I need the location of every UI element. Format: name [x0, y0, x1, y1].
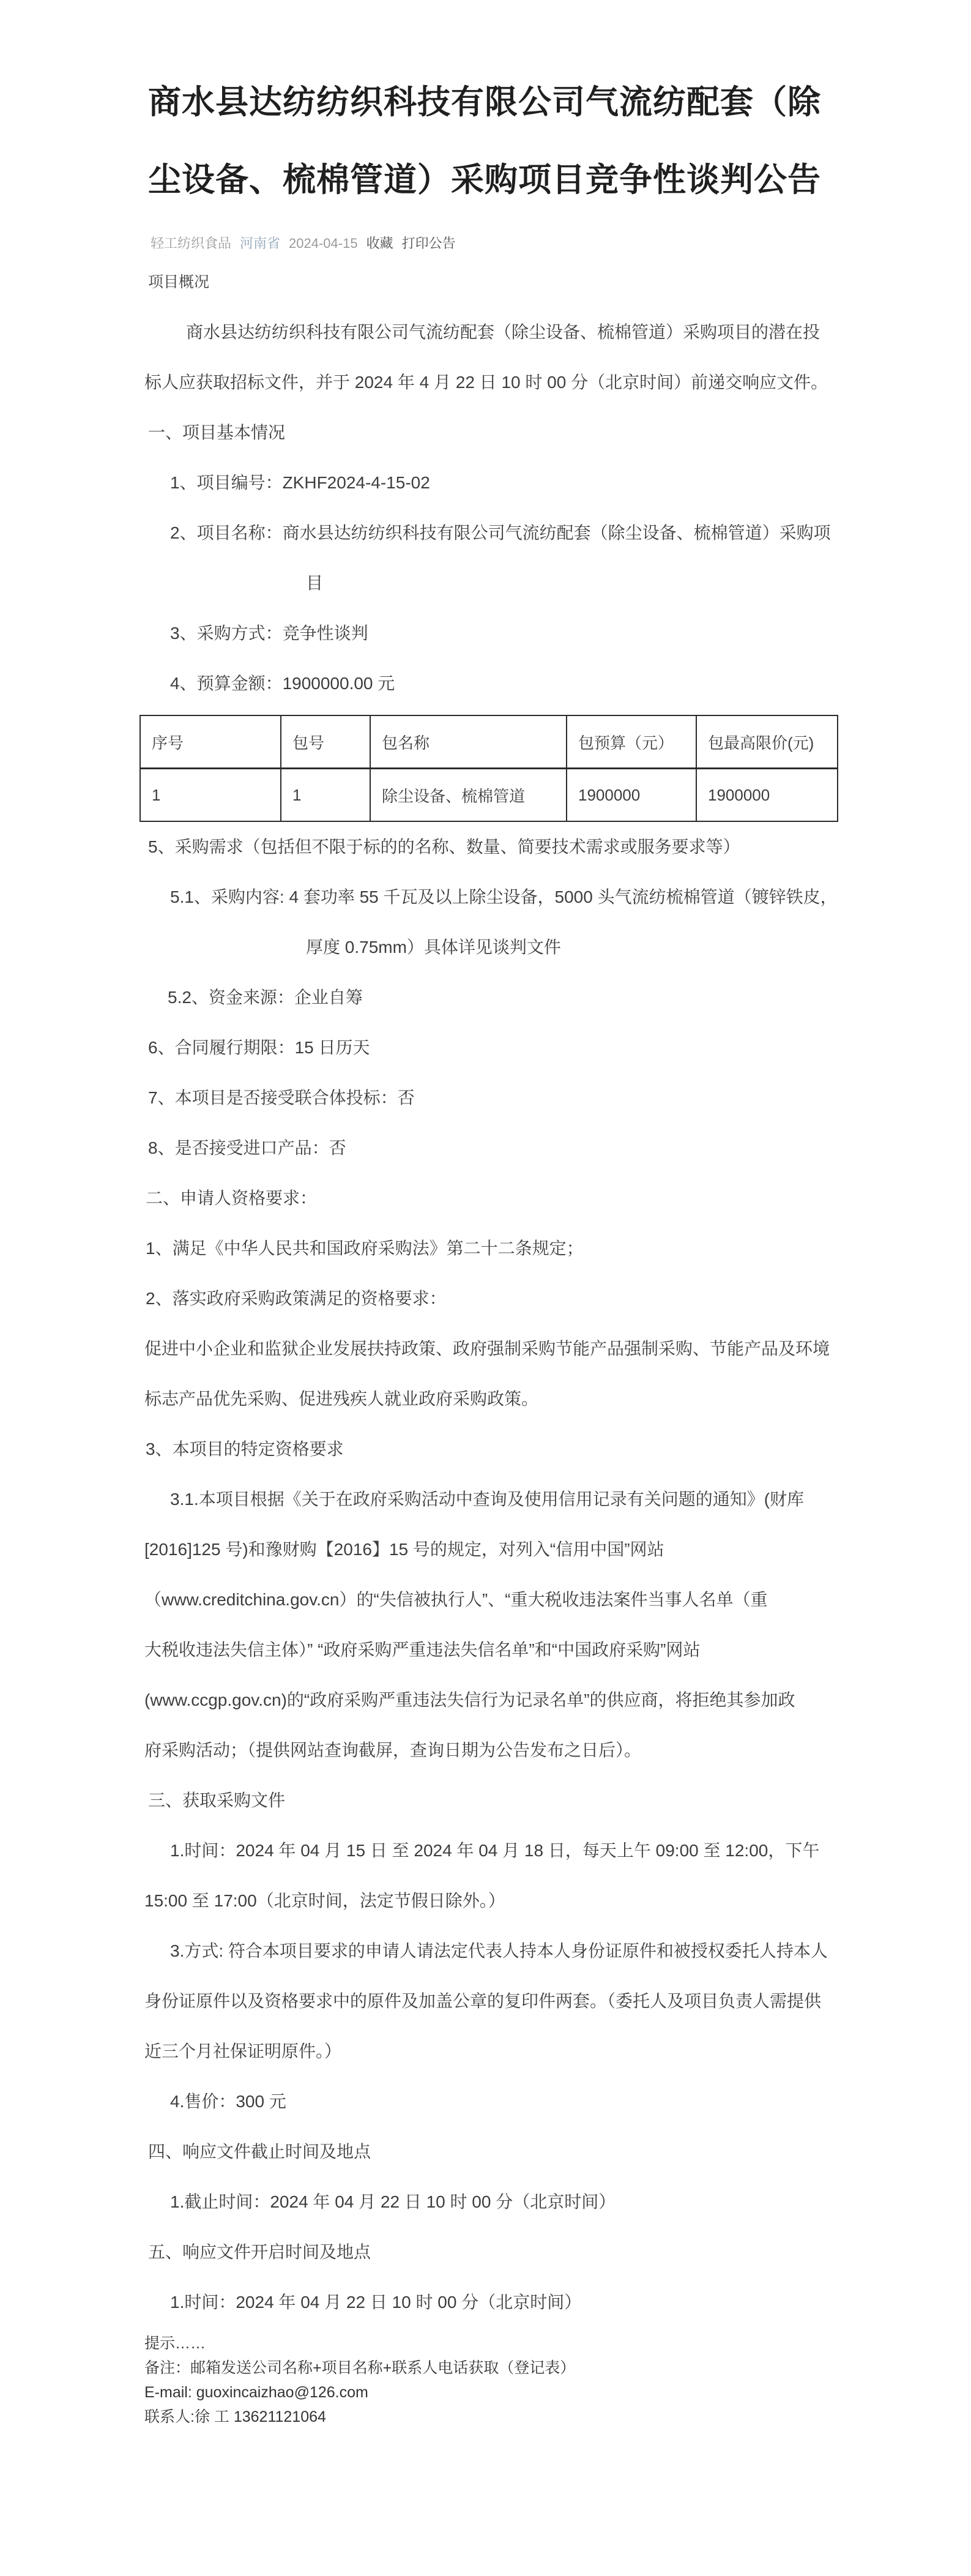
project-name-line-cont: 目: [306, 573, 324, 592]
cell-seq: 1: [140, 769, 281, 822]
col-header-package-no: 包号: [281, 715, 370, 769]
procurement-content-line: 5.1、采购内容: 4 套功率 55 千瓦及以上除尘设备，5000 头气流纺梳棉管道（镀锌铁皮，: [170, 887, 838, 906]
procurement-method-line: 3、采购方式：竞争性谈判: [170, 624, 368, 643]
overview-paragraph-line: 标人应获取招标文件，并于 2024 年 4 月 22 日 10 时 00 分（北京时间）前递交响应文件。: [144, 373, 828, 392]
credit-record-line: 大税收违法失信主体）” “政府采购严重违法失信名单”和“中国政府采购”网站: [144, 1640, 701, 1659]
qualification-item-line: 1、满足《中华人民共和国政府采购法》第二十二条规定；: [146, 1239, 584, 1258]
announcement-document: [0, 64, 971, 2466]
cell-package-name: 除尘设备、梳棉管道: [370, 769, 567, 822]
table-row: [140, 769, 838, 822]
project-name-line: 2、项目名称：商水县达纺纺织科技有限公司气流纺配套（除尘设备、梳棉管道）采购项: [170, 523, 831, 542]
cell-package-max-price: 1900000: [696, 769, 838, 822]
document-time-line-cont: 15:00 至 17:00（北京时间，法定节假日除外。）: [144, 1891, 505, 1910]
meta-bar: [151, 230, 855, 257]
budget-amount-line: 4、预算金额：1900000.00 元: [170, 674, 395, 693]
document-method-line-cont: 身份证原件以及资格要求中的原件及加盖公章的复印件两套。（委托人及项目负责人需提供: [144, 1992, 822, 2010]
opening-time-line: 1.时间：2024 年 04 月 22 日 10 时 00 分（北京时间）: [170, 2293, 582, 2312]
contract-period-line: 6、合同履行期限：15 日历天: [148, 1038, 370, 1057]
region-label: 河南省: [240, 236, 281, 251]
imported-products-line: 8、是否接受进口产品：否: [148, 1138, 346, 1157]
table-header-row: [140, 715, 838, 769]
note-line: 备注：邮箱发送公司名称+项目名称+联系人电话获取（登记表）: [144, 2359, 576, 2376]
contact-person-line: 联系人:徐 工 13621121064: [144, 2408, 326, 2425]
section4-heading: 四、响应文件截止时间及地点: [148, 2142, 371, 2161]
credit-record-line: (www.ccgp.gov.cn)的“政府采购严重违法失信行为记录名单”的供应商，将拒绝其参加政: [144, 1690, 795, 1709]
cell-package-no: 1: [281, 769, 370, 822]
specific-qualification-heading: 3、本项目的特定资格要求: [146, 1439, 344, 1458]
col-header-package-name: 包名称: [370, 715, 567, 769]
document-method-line-cont: 近三个月社保证明原件。）: [144, 2042, 342, 2061]
credit-record-line: （www.creditchina.gov.cn）的“失信被执行人”、“重大税收违法案件当事人名单（重: [144, 1590, 768, 1609]
section2-heading: 二、申请人资格要求：: [146, 1189, 318, 1208]
policy-line: 促进中小企业和监狱企业发展扶持政策、政府强制采购节能产品强制采购、节能产品及环境: [144, 1339, 830, 1358]
email-line: E-mail: guoxincaizhao@126.com: [144, 2384, 368, 2401]
print-announcement-button[interactable]: 打印公告: [401, 236, 456, 251]
consortium-bid-line: 7、本项目是否接受联合体投标：否: [148, 1088, 415, 1107]
overview-heading: 项目概况: [148, 274, 210, 291]
page-title-line1: 商水县达纺纺织科技有限公司气流纺配套（除: [148, 84, 821, 121]
section5-heading: 五、响应文件开启时间及地点: [148, 2242, 371, 2261]
document-price-line: 4.售价：300 元: [170, 2092, 286, 2111]
funding-source-line: 5.2、资金来源：企业自筹: [168, 988, 363, 1007]
document-method-line: 3.方式: 符合本项目要求的申请人请法定代表人持本人身份证原件和被授权委托人持本人: [170, 1941, 828, 1960]
deadline-line: 1.截止时间：2024 年 04 月 22 日 10 时 00 分（北京时间）: [170, 2192, 616, 2211]
page-title: [148, 64, 855, 219]
package-table: [140, 715, 838, 822]
favorite-button[interactable]: 收藏: [366, 236, 393, 251]
qualification-item-line: 2、落实政府采购政策满足的资格要求：: [146, 1289, 447, 1308]
procurement-content-line-cont: 厚度 0.75mm）具体详见谈判文件: [306, 938, 561, 957]
announcement-page: [0, 64, 971, 2576]
section1-heading: 一、项目基本情况: [148, 423, 286, 442]
col-header-package-budget: 包预算（元）: [567, 715, 696, 769]
policy-line: 标志产品优先采购、促进残疾人就业政府采购政策。: [144, 1389, 539, 1408]
hint-line: 提示……: [144, 2335, 206, 2352]
page-title-line2: 尘设备、梳棉管道）采购项目竞争性谈判公告: [148, 162, 821, 198]
overview-paragraph-line: 商水县达纺纺织科技有限公司气流纺配套（除尘设备、梳棉管道）采购项目的潜在投: [186, 323, 820, 342]
publish-date: 2024-04-15: [289, 236, 358, 251]
contact-block: [144, 2331, 855, 2429]
section3-heading: 三、获取采购文件: [148, 1791, 286, 1810]
project-number-line: 1、项目编号：ZKHF2024-4-15-02: [170, 473, 430, 492]
credit-record-line: [2016]125 号)和豫财购【2016】15 号的规定，对列入“信用中国”网站: [144, 1540, 664, 1559]
col-header-seq: 序号: [140, 715, 281, 769]
credit-record-line: 3.1.本项目根据《关于在政府采购活动中查询及使用信用记录有关问题的通知》(财库: [170, 1490, 805, 1509]
credit-record-line: 府采购活动；（提供网站查询截屏，查询日期为公告发布之日后）。: [144, 1741, 642, 1760]
procurement-demand-line: 5、采购需求（包括但不限于标的的名称、数量、简要技术需求或服务要求等）: [148, 837, 740, 856]
cell-package-budget: 1900000: [567, 769, 696, 822]
category-label: 轻工纺织食品: [151, 236, 232, 251]
col-header-package-max-price: 包最高限价(元): [696, 715, 838, 769]
document-time-line: 1.时间：2024 年 04 月 15 日 至 2024 年 04 月 18 日，每天上午 09:00 至 12:00，下午: [170, 1841, 820, 1860]
